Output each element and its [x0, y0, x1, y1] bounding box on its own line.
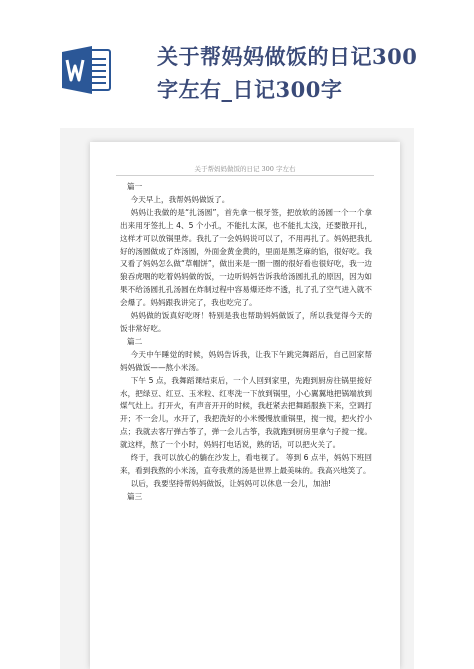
title-line-2: 字左右_日记300字	[157, 77, 343, 102]
section-heading: 篇三	[127, 491, 143, 501]
paragraph: 以后，我要坚持帮妈妈做饭，让妈妈可以休息一会儿，加油!	[130, 478, 332, 488]
header	[0, 0, 474, 128]
section-heading: 篇二	[127, 336, 143, 346]
header-divider	[116, 175, 374, 176]
document-page	[90, 142, 400, 669]
document-header: 关于帮妈妈做饭的日记 300 字左右	[194, 165, 296, 173]
document-body	[120, 181, 372, 504]
page-title	[157, 40, 457, 106]
paragraph: 终于，我可以放心的躺在沙发上，看电视了。 等到 6 点半，妈妈下班回来，看到我熬的小米汤，直夸我煮的汤是世界上最美味的。我高兴地笑了。	[120, 453, 372, 475]
section-heading: 篇一	[127, 182, 143, 191]
paragraph: 妈妈做的饭真好吃呀！特别是我也帮助妈妈做饭了，所以我觉得今天的饭非常好吃。	[120, 311, 372, 333]
title-line-1: 关于帮妈妈做饭的日记300	[157, 44, 418, 69]
paragraph: 今天中午睡觉的时候，妈妈告诉我，让我下午跳完舞蹈后，自己回家帮妈妈做饭——熬小米汤。	[120, 349, 372, 372]
paragraph: 妈妈让我做的是“扎汤圆”，首先拿一根牙签，把放软的汤圆一个一个拿出来用牙签扎上 4、5 个小孔，不能扎太深，也不能扎太浅，还要散开扎，这样才可以放锅里炸。我扎了一会妈妈说可以了，不用再扎了。妈妈把我扎好的汤圆做成了炸汤圆，外面金黄金黄的，里面是黑芝麻的馅，很好吃。我又看了妈妈怎么做“草帽饼”，做出来是一圈一圈的很好看也很好吃，我一边狼吞虎咽的吃着妈妈做的饭，一边听妈妈告诉我给汤圆扎孔的原因，因为如果不给汤圆扎孔汤圆在炸制过程中容易爆还炸不透，扎了孔了空气进入就不会爆了。妈妈跟我讲完了，我也吃完了。	[120, 207, 372, 308]
word-icon	[62, 44, 112, 96]
paragraph: 今天早上，我帮妈妈做饭了。	[130, 194, 230, 204]
paragraph: 下午 5 点，我舞蹈课结束后，一个人回到家里，先跑到厨房往锅里接好水，把绿豆、红豆、玉米粒、红枣洗一下放到锅里，小心翼翼地把锅端放到煤气灶上。打开火，有声音开开的时候，我赶紧去把舞蹈服换下来，空调打开；不一会儿，水开了，我把洗好的小米慢慢放重锅里，搅一搅，把火拧小点；我就去客厅弹古筝了，弹一会儿古筝，我就跑到厨房里拿勺子搅一搅。就这样，熬了一个小时，妈妈打电话说，熟的话，可以把火关了。	[120, 375, 372, 450]
